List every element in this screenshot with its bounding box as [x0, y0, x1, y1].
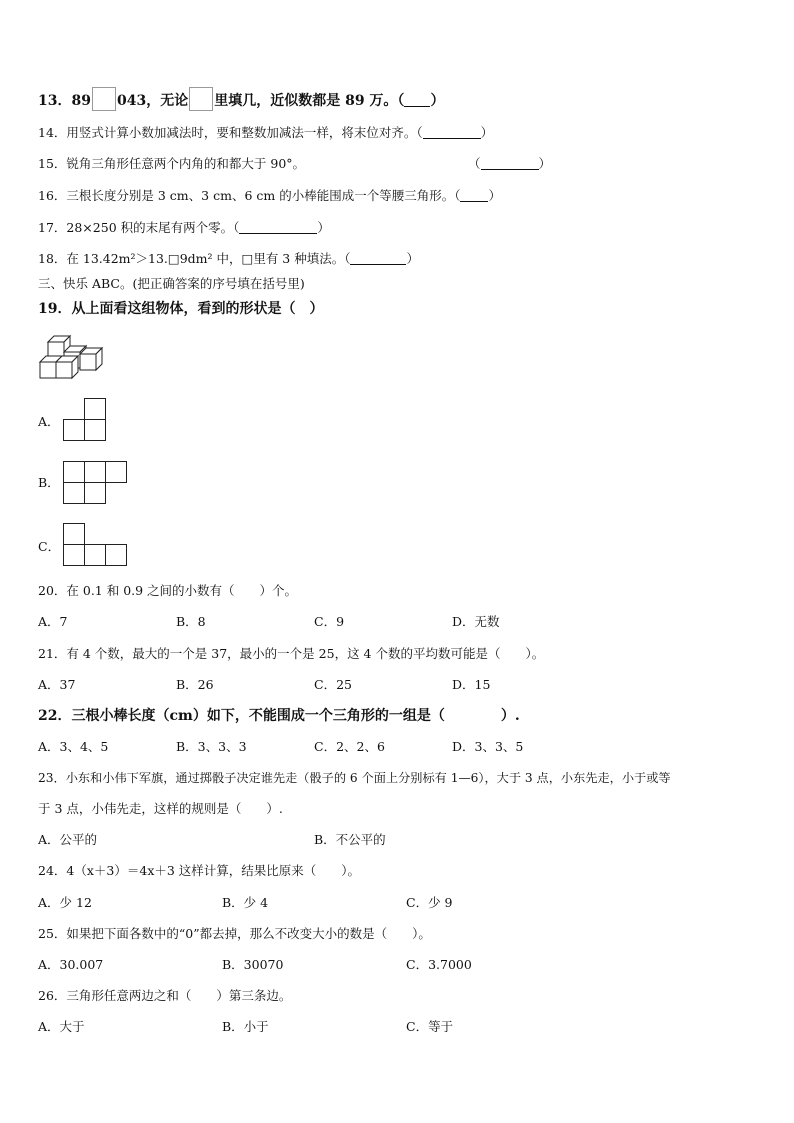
option-c[interactable]: C．少 9: [406, 895, 453, 910]
option-b[interactable]: B．小于: [222, 1019, 269, 1034]
question-22: 22．三根小棒长度（cm）如下，不能围成一个三角形的一组是（ ）.: [38, 708, 520, 724]
cubes-figure: [38, 334, 104, 380]
option-a-figure[interactable]: [63, 398, 107, 442]
question-14: 14．用竖式计算小数加减法时，要和整数加减法一样，将末位对齐。（ ）: [38, 125, 494, 140]
answer-blank[interactable]: [404, 94, 430, 107]
question-13: 13．89 043，无论 里填几，近似数都是 89 万。（ ）: [38, 87, 444, 111]
option-label[interactable]: B．: [38, 475, 60, 490]
answer-blank[interactable]: [423, 126, 481, 139]
option-b-figure[interactable]: [63, 461, 127, 505]
question-18: 18．在 13.42m²＞13.□9dm² 中，□里有 3 种填法。（ ）: [38, 251, 419, 266]
question-15: 15．锐角三角形任意两个内角的和都大于 90°。: [38, 156, 306, 171]
question-23-line-2: 于 3 点，小伟先走，这样的规则是（ ）.: [38, 801, 283, 816]
answer-blank[interactable]: [239, 221, 317, 234]
question-23-line-1: 23．小东和小伟下军旗，通过掷骰子决定谁先走（骰子的 6 个面上分别标有 1—6），大于 3 点，小东先走，小于或等: [38, 771, 671, 785]
option-a[interactable]: A．3、4、5: [38, 739, 109, 754]
question-24: 24．4（x＋3）＝4x＋3 这样计算，结果比原来（ ）。: [38, 863, 361, 878]
option-b[interactable]: B．3、3、3: [176, 739, 247, 754]
option-b[interactable]: B．不公平的: [314, 832, 386, 847]
option-d[interactable]: D．15: [452, 677, 491, 692]
option-a[interactable]: A．7: [38, 614, 68, 629]
question-16: 16．三根长度分别是 3 cm、3 cm、6 cm 的小棒能围成一个等腰三角形。（ ）: [38, 188, 501, 203]
option-b[interactable]: B．8: [176, 614, 206, 629]
question-25: 25．如果把下面各数中的“0”都去掉，那么不改变大小的数是（ ）。: [38, 926, 431, 941]
option-a[interactable]: A．少 12: [38, 895, 92, 910]
option-a[interactable]: A．30.007: [38, 957, 104, 972]
option-d[interactable]: D．3、3、5: [452, 739, 524, 754]
question-19: 19．从上面看这组物体，看到的形状是（ ）: [38, 301, 324, 317]
option-label[interactable]: C．: [38, 539, 61, 554]
question-20: 20．在 0.1 和 0.9 之间的小数有（ ）个。: [38, 583, 298, 598]
answer-blank[interactable]: [481, 157, 539, 170]
option-a[interactable]: A．大于: [38, 1019, 85, 1034]
option-b[interactable]: B．30070: [222, 957, 284, 972]
answer-blank[interactable]: [350, 252, 406, 265]
option-a[interactable]: A．公平的: [38, 832, 98, 847]
option-c[interactable]: C．2、2、6: [314, 739, 385, 754]
digit-box[interactable]: [92, 87, 116, 111]
question-15-answer: （ ）: [468, 156, 552, 171]
answer-blank[interactable]: [460, 189, 488, 202]
question-17: 17．28×250 积的末尾有两个零。（ ）: [38, 220, 330, 235]
option-b[interactable]: B．少 4: [222, 895, 269, 910]
option-c[interactable]: C．3.7000: [406, 957, 472, 972]
option-b[interactable]: B．26: [176, 677, 214, 692]
question-21: 21．有 4 个数，最大的一个是 37，最小的一个是 25，这 4 个数的平均数可能是（ ）。: [38, 646, 545, 661]
option-c[interactable]: C．等于: [406, 1019, 454, 1034]
option-c[interactable]: C．9: [314, 614, 345, 629]
option-d[interactable]: D．无数: [452, 614, 500, 629]
option-a[interactable]: A．37: [38, 677, 76, 692]
section-heading: 三、快乐 ABC。(把正确答案的序号填在括号里): [38, 276, 305, 291]
digit-box[interactable]: [189, 87, 213, 111]
option-label[interactable]: A．: [38, 414, 60, 429]
question-26: 26．三角形任意两边之和（ ）第三条边。: [38, 988, 292, 1003]
option-c-figure[interactable]: [63, 523, 127, 567]
option-c[interactable]: C．25: [314, 677, 352, 692]
